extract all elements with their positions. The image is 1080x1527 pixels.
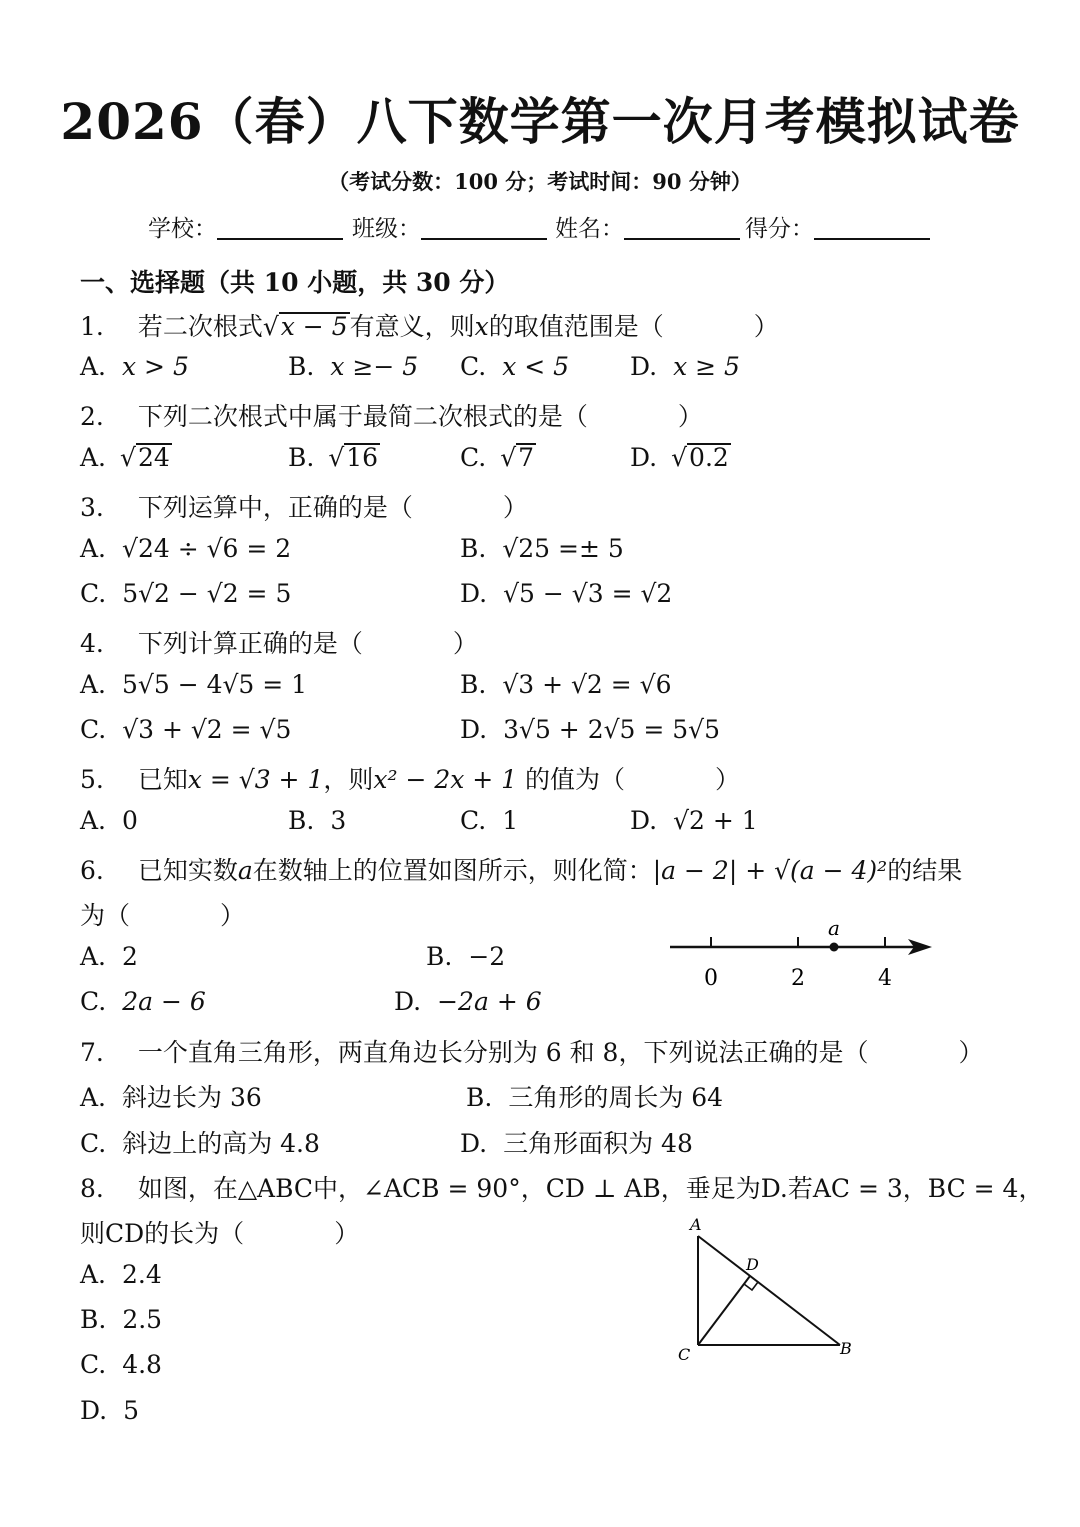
tick-label-0: 0 xyxy=(704,966,718,991)
field-name-blank[interactable] xyxy=(624,216,740,240)
question-number: 2. xyxy=(80,402,104,431)
option-label: B. xyxy=(460,670,487,699)
option-text: −2 xyxy=(468,942,506,971)
option-d[interactable] xyxy=(460,1124,693,1160)
option-d[interactable] xyxy=(630,806,758,835)
question-text: 下列计算正确的是（ xyxy=(137,629,363,658)
segment-ab xyxy=(698,1236,840,1345)
section-heading: 一、选择题（共 10 小题，共 30 分） xyxy=(80,268,510,297)
question-text: 则CD的长为（ xyxy=(80,1219,245,1248)
option-label: C. xyxy=(460,352,487,381)
question-2 xyxy=(80,397,703,433)
question-text: 有意义，则 xyxy=(349,312,475,341)
option-b[interactable] xyxy=(288,352,418,381)
option-c[interactable] xyxy=(80,715,291,744)
option-text: 3 xyxy=(330,806,347,835)
option-text: x ≥ 5 xyxy=(673,352,740,381)
question-8 xyxy=(80,1169,1043,1205)
option-label: D. xyxy=(630,443,658,472)
option-c[interactable] xyxy=(460,352,569,381)
option-a[interactable] xyxy=(80,942,138,971)
question-6-line2 xyxy=(80,896,245,932)
option-text: 4.8 xyxy=(122,1350,162,1379)
option-text: 1 xyxy=(502,806,519,835)
option-label: D. xyxy=(460,579,488,608)
option-label: D. xyxy=(630,352,658,381)
field-score-label: 得分： xyxy=(745,216,814,242)
option-d[interactable] xyxy=(394,987,542,1016)
field-name-label: 姓名： xyxy=(555,216,624,242)
option-label: A. xyxy=(80,942,107,971)
field-school-blank[interactable] xyxy=(217,216,343,240)
option-b[interactable] xyxy=(460,534,624,563)
expression: x² − 2x + 1 xyxy=(373,765,518,794)
option-c[interactable] xyxy=(80,987,206,1016)
number-line-figure xyxy=(664,915,940,995)
option-text: 0 xyxy=(122,806,138,835)
question-number: 4. xyxy=(80,629,104,658)
option-a[interactable]: A. √24 xyxy=(80,443,170,472)
option-a[interactable] xyxy=(80,670,307,699)
variable: x xyxy=(474,312,489,341)
option-text: 2.5 xyxy=(122,1305,163,1334)
option-label: A. xyxy=(80,1083,107,1112)
field-name xyxy=(555,210,740,243)
segment-cd xyxy=(698,1276,750,1345)
option-text: 三角形的周长为 64 xyxy=(508,1083,724,1112)
option-label: A. xyxy=(80,352,107,381)
option-label: C. xyxy=(460,806,487,835)
question-number: 8. xyxy=(80,1174,104,1203)
option-label: B. xyxy=(288,443,315,472)
question-7 xyxy=(80,1033,983,1069)
question-1: 1. 若二次根式√x − 5有意义，则x的取值范围是（ ） xyxy=(80,312,779,341)
radicand: x − 5 xyxy=(280,312,348,341)
option-label: A. xyxy=(80,670,107,699)
option-a[interactable] xyxy=(80,806,138,835)
option-b[interactable] xyxy=(460,670,672,699)
option-text: √24 ÷ √6 = 2 xyxy=(122,534,292,563)
question-text: ，则 xyxy=(323,765,374,794)
option-text: 斜边上的高为 4.8 xyxy=(122,1129,320,1158)
option-label: D. xyxy=(460,1129,488,1158)
page-title: 2026（春）八下数学第一次月考模拟试卷 xyxy=(60,92,1020,151)
vertex-c-label: C xyxy=(678,1345,691,1364)
equation: x = √3 + 1 xyxy=(187,765,324,794)
option-text: x > 5 xyxy=(122,352,189,381)
option-d[interactable] xyxy=(460,579,672,608)
option-text: 三角形面积为 48 xyxy=(503,1129,693,1158)
point-a-label: a xyxy=(828,916,840,940)
answer-paren: ） xyxy=(452,629,478,658)
answer-paren: ） xyxy=(220,901,246,930)
option-label: C. xyxy=(80,987,107,1016)
question-text: 若二次根式 xyxy=(137,312,263,341)
option-text: 5√5 − 4√5 = 1 xyxy=(122,670,308,699)
question-text: 下列二次根式中属于最简二次根式的是（ xyxy=(137,402,588,431)
option-label: D. xyxy=(80,1396,108,1425)
option-text: 7 xyxy=(518,443,535,472)
option-d[interactable]: D. √0.2 xyxy=(630,443,729,472)
right-angle-mark xyxy=(744,1282,758,1290)
field-school-label: 学校： xyxy=(148,216,217,242)
option-text: 2a − 6 xyxy=(122,987,206,1016)
option-label: B. xyxy=(288,806,315,835)
option-label: B. xyxy=(466,1083,493,1112)
option-text: 0.2 xyxy=(689,443,729,472)
option-b[interactable] xyxy=(466,1078,723,1114)
option-label: C. xyxy=(80,1350,107,1379)
option-a[interactable] xyxy=(80,1260,162,1289)
vertex-a-label: A xyxy=(690,1215,702,1234)
option-text: x < 5 xyxy=(502,352,570,381)
option-label: C. xyxy=(80,1129,107,1158)
answer-paren: ） xyxy=(958,1038,984,1067)
option-text: 3√5 + 2√5 = 5√5 xyxy=(503,715,721,744)
question-text: 为（ xyxy=(80,901,131,930)
option-text: x ≥− 5 xyxy=(330,352,419,381)
option-text: 5 xyxy=(123,1396,140,1425)
answer-paren: ） xyxy=(334,1219,360,1248)
field-school xyxy=(148,210,343,243)
option-text: 2 xyxy=(122,942,138,971)
question-text: 下列运算中，正确的是（ xyxy=(137,493,413,522)
question-6 xyxy=(80,851,962,887)
option-label: C. xyxy=(80,579,107,608)
field-class-blank[interactable] xyxy=(421,216,547,240)
option-d[interactable] xyxy=(80,1396,139,1425)
option-text: 16 xyxy=(346,443,379,472)
option-a[interactable] xyxy=(80,1078,262,1114)
answer-paren: ） xyxy=(677,402,703,431)
option-label: C. xyxy=(80,715,107,744)
field-score xyxy=(745,210,930,243)
option-d[interactable] xyxy=(460,715,720,744)
point-a xyxy=(830,943,839,952)
option-text: √2 + 1 xyxy=(673,806,758,835)
option-label: B. xyxy=(426,942,453,971)
answer-paren: ） xyxy=(502,493,528,522)
question-text: 一个直角三角形，两直角边长分别为 6 和 8，下列说法正确的是（ xyxy=(137,1038,869,1067)
option-c[interactable] xyxy=(80,579,291,608)
option-text: √5 − √3 = √2 xyxy=(503,579,673,608)
option-c[interactable] xyxy=(460,806,518,835)
question-number: 7. xyxy=(80,1038,104,1067)
vertex-d-label: D xyxy=(746,1255,759,1274)
option-text: 5√2 − √2 = 5 xyxy=(122,579,292,608)
option-text: √25 =± 5 xyxy=(502,534,624,563)
field-score-blank[interactable] xyxy=(814,216,930,240)
option-label: B. xyxy=(288,352,315,381)
field-class xyxy=(352,210,547,243)
option-b[interactable] xyxy=(288,806,346,835)
tick-label-4: 4 xyxy=(878,966,892,991)
question-text: 的取值范围是（ xyxy=(488,312,664,341)
question-4 xyxy=(80,624,478,660)
question-text: 已知 xyxy=(137,765,188,794)
option-a[interactable] xyxy=(80,534,291,563)
question-8-line2 xyxy=(80,1214,359,1250)
option-text: −2a + 6 xyxy=(437,987,542,1016)
option-text: 24 xyxy=(137,443,170,472)
option-label: C. xyxy=(460,443,487,472)
option-label: B. xyxy=(80,1305,107,1334)
option-label: A. xyxy=(80,443,107,472)
option-label: D. xyxy=(460,715,488,744)
question-text: 的结果 xyxy=(887,856,963,885)
option-c[interactable] xyxy=(80,1124,320,1160)
question-3 xyxy=(80,488,528,524)
question-text: 如图，在△ABC中，∠ACB = 90°，CD ⊥ AB，垂足为D.若AC = 3，BC = 4， xyxy=(137,1174,1044,1203)
expression: |a − 2| + √(a − 4)² xyxy=(652,856,888,885)
option-b[interactable] xyxy=(80,1305,162,1334)
option-b[interactable] xyxy=(426,942,505,971)
field-class-label: 班级： xyxy=(352,216,421,242)
question-text: 的值为（ xyxy=(517,765,626,794)
triangle-figure xyxy=(670,1212,870,1372)
option-label: A. xyxy=(80,1260,107,1289)
variable: a xyxy=(237,856,253,885)
option-text: √3 + √2 = √6 xyxy=(502,670,672,699)
question-5 xyxy=(80,760,740,796)
option-c[interactable] xyxy=(80,1350,162,1379)
question-text: 在数轴上的位置如图所示，则化简： xyxy=(252,856,653,885)
question-text: 已知实数 xyxy=(137,856,238,885)
option-text: 2.4 xyxy=(122,1260,162,1289)
exam-info: （考试分数：100 分；考试时间：90 分钟） xyxy=(328,169,752,194)
option-d[interactable] xyxy=(630,352,740,381)
option-label: A. xyxy=(80,806,107,835)
answer-paren: ） xyxy=(753,312,779,341)
tick-label-2: 2 xyxy=(791,966,805,991)
option-a[interactable] xyxy=(80,352,189,381)
question-number: 6. xyxy=(80,856,104,885)
option-label: B. xyxy=(460,534,487,563)
question-number: 3. xyxy=(80,493,104,522)
vertex-b-label: B xyxy=(840,1339,852,1358)
option-b[interactable]: B. √16 xyxy=(288,443,379,472)
option-label: D. xyxy=(630,806,658,835)
option-label: A. xyxy=(80,534,107,563)
question-number: 1. xyxy=(80,312,104,341)
question-number: 5. xyxy=(80,765,104,794)
option-text: √3 + √2 = √5 xyxy=(122,715,292,744)
answer-paren: ） xyxy=(715,765,741,794)
option-label: D. xyxy=(394,987,422,1016)
option-c[interactable]: C. √7 xyxy=(460,443,535,472)
option-text: 斜边长为 36 xyxy=(122,1083,262,1112)
